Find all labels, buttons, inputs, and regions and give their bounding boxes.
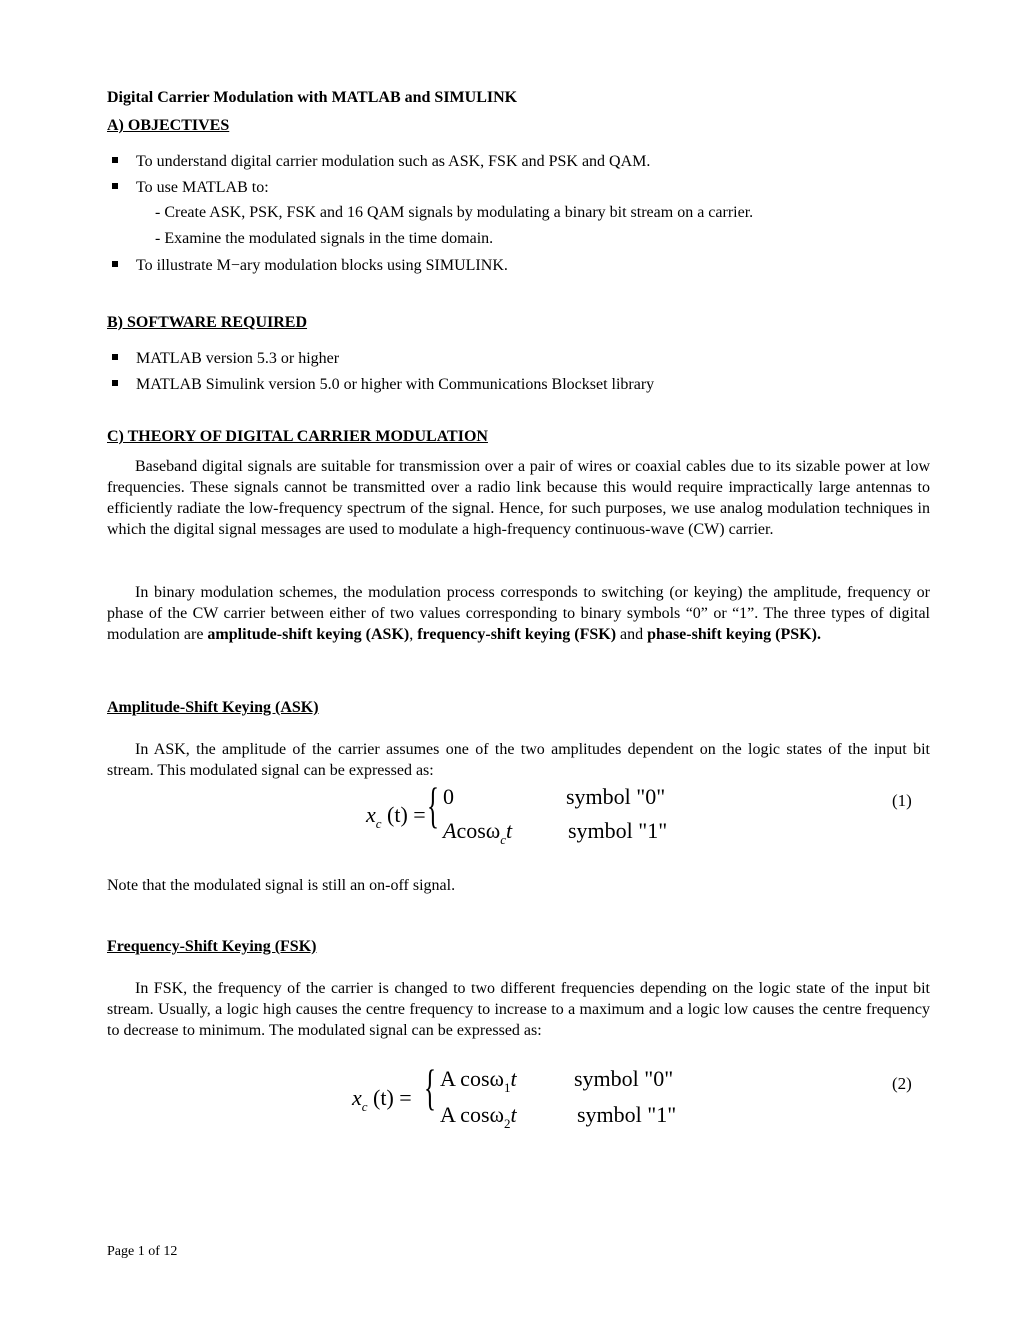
text: frequency-shift keying (FSK) xyxy=(417,626,617,643)
eq-text: (t) = xyxy=(373,1085,412,1110)
eq-text: (t) = xyxy=(387,802,426,827)
heading-theory: C) THEORY OF DIGITAL CARRIER MODULATION xyxy=(107,428,488,445)
brace-icon: { xyxy=(427,777,439,833)
paragraph: Baseband digital signals are suitable for transmission over a pair of wires or coaxial cables due to its sizable power at low frequencies. These signals cannot be transmitted over a radio link because this would require impractically large antennas to efficiently radiate the low-frequency spectrum of the signal. Hence, for such purposes, we use analog modulation techniques in which the digital signal messages are used to modulate a high-frequency continuous-wave (CW) carrier. xyxy=(107,458,930,538)
heading-fsk: Frequency-Shift Keying (FSK) xyxy=(107,938,317,955)
eq-text: 0 xyxy=(443,784,454,809)
bullet-text: MATLAB version 5.3 or higher xyxy=(136,350,340,367)
bullet-text: To use MATLAB to: xyxy=(136,179,269,196)
page-footer: Page 1 of 12 xyxy=(107,1244,178,1259)
paragraph xyxy=(107,582,930,645)
text: In binary modulation schemes, the modulation process corresponds to switching (or keying) the amplitude, frequency or phase of the CW carrier between either of two values corresponding to binary symbols “0” or “1”. The three types of digital modulation are xyxy=(107,584,930,643)
eq-text: symbol "1" xyxy=(568,818,668,843)
text: phase-shift keying (PSK). xyxy=(647,626,821,643)
eq-text: x xyxy=(352,1085,362,1110)
brace-icon: { xyxy=(424,1059,436,1115)
paragraph: Note that the modulated signal is still an on-off signal. xyxy=(107,877,456,894)
bullet-item xyxy=(112,255,508,276)
eq-text: c xyxy=(361,1099,368,1114)
paragraph: In ASK, the amplitude of the carrier assumes one of the two amplitudes dependent on the logic states of the input bit stream. This modulated signal can be expressed as: xyxy=(107,741,930,779)
eq-text: c xyxy=(500,832,507,847)
equation-number: (2) xyxy=(892,1074,912,1093)
bullet-item xyxy=(112,151,650,172)
eq-text: cosω xyxy=(456,818,501,843)
eq-text: x xyxy=(366,802,376,827)
bullet-item xyxy=(112,374,654,395)
eq-text: t xyxy=(510,1066,517,1091)
sub-item: - Create ASK, PSK, FSK and 16 QAM signals by modulating a binary bit stream on a carrier. xyxy=(155,204,754,221)
eq-text: t xyxy=(510,1102,517,1127)
bullet-text: To understand digital carrier modulation such as ASK, FSK and PSK and QAM. xyxy=(136,153,651,170)
eq-text: c xyxy=(375,816,382,831)
paragraph: In FSK, the frequency of the carrier is changed to two different frequencies depending on the logic state of the input bit stream. Usually, a logic high causes the centre frequency to increase to a maximum and a logic low causes the centre frequency to decrease to minimum. The modulated signal can be expressed as: xyxy=(107,980,930,1039)
bullet-item xyxy=(112,177,269,198)
heading-software: B) SOFTWARE REQUIRED xyxy=(107,314,308,331)
document-title: Digital Carrier Modulation with MATLAB and SIMULINK xyxy=(107,89,518,106)
bullet-item xyxy=(112,348,339,369)
bullet-text: MATLAB Simulink version 5.0 or higher with Communications Blockset library xyxy=(136,376,655,393)
eq-text: 1 xyxy=(503,1080,511,1095)
heading-objectives: A) OBJECTIVES xyxy=(107,117,230,134)
eq-text: t xyxy=(506,818,513,843)
eq-text: A cosω xyxy=(440,1066,504,1091)
sub-item: - Examine the modulated signals in the time domain. xyxy=(155,230,494,247)
heading-ask: Amplitude-Shift Keying (ASK) xyxy=(107,699,319,716)
bullet-icon xyxy=(112,261,118,267)
document-page: Digital Carrier Modulation with MATLAB and SIMULINK A) OBJECTIVES To understand digital carrier modulation such as ASK, FSK and PSK and QAM. To use MATLAB to: - Create ASK, PSK, FSK and 16 QAM signals by modulating a binary bit stream on a carrier. - Examine the modulated signals in the time domain. To illustrate M−ary modulation blocks using SIMULINK. B) SOFTWARE REQUIRED MATLAB version 5.3 or higher MATLAB Simulink version 5.0 or higher with Communications Blockset library C) THEORY OF DIGITAL CARRIER MODULATION Baseband digital signals are suitable for transmission over a pair of wires or coaxial cables due to its sizable power at low frequencies. These signals cannot be transmitted over a radio link because this would require impractically large antennas to efficiently radiate the low-frequency spectrum of the signal. Hence, for such purposes, we use analog modulation techniques in which the digital signal messages are used to modulate a high-frequency continuous-wave (CW) carrier. In binary modulation schemes, the modulation process corresponds to switching (or keying) the amplitude, frequency or phase of the CW carrier between either of two values corresponding to binary symbols “0” or “1”. The three types of digital modulation are amplitude-shift keying (ASK), frequency-shift keying (FSK) and phase-shift keying (PSK). Amplitude-Shift Keying (ASK) In ASK, the amplitude of the carrier assumes one of the two amplitudes dependent on the logic states of the input bit stream. This modulated signal can be expressed as: $x_c$ (t) = { 0 Acosω$_c$t symbol "0" symbol "1" (1) Note that the modulated signal is still an on-off signal. Frequency-Shift Keying (FSK) In FSK, the frequency of the carrier is changed to two different frequencies depending on the logic state of the input bit stream. Usually, a logic high causes the centre frequency to increase to a maximum and a logic low causes the centre frequency to decrease to minimum. The modulated signal can be expressed as: $x_c$ (t) = { A cosω$_1$t A cosω$_2$t symbol "0" symbol "1" (2) Page 1 of 12 xyxy=(0,0,1020,1320)
bullet-icon xyxy=(112,354,118,360)
bullet-text: To illustrate M−ary modulation blocks using SIMULINK. xyxy=(136,257,508,274)
text: , xyxy=(409,626,418,643)
bullet-icon xyxy=(112,380,118,386)
text: and xyxy=(616,626,648,643)
bullet-icon xyxy=(112,157,118,163)
bullet-icon xyxy=(112,183,118,189)
eq-text: symbol "0" xyxy=(574,1066,674,1091)
eq-text: 2 xyxy=(503,1116,511,1131)
eq-text: symbol "0" xyxy=(566,784,666,809)
equation-number: (1) xyxy=(892,791,912,810)
text: amplitude-shift keying (ASK) xyxy=(207,626,410,643)
eq-text: symbol "1" xyxy=(577,1102,677,1127)
eq-text: A cosω xyxy=(440,1102,504,1127)
